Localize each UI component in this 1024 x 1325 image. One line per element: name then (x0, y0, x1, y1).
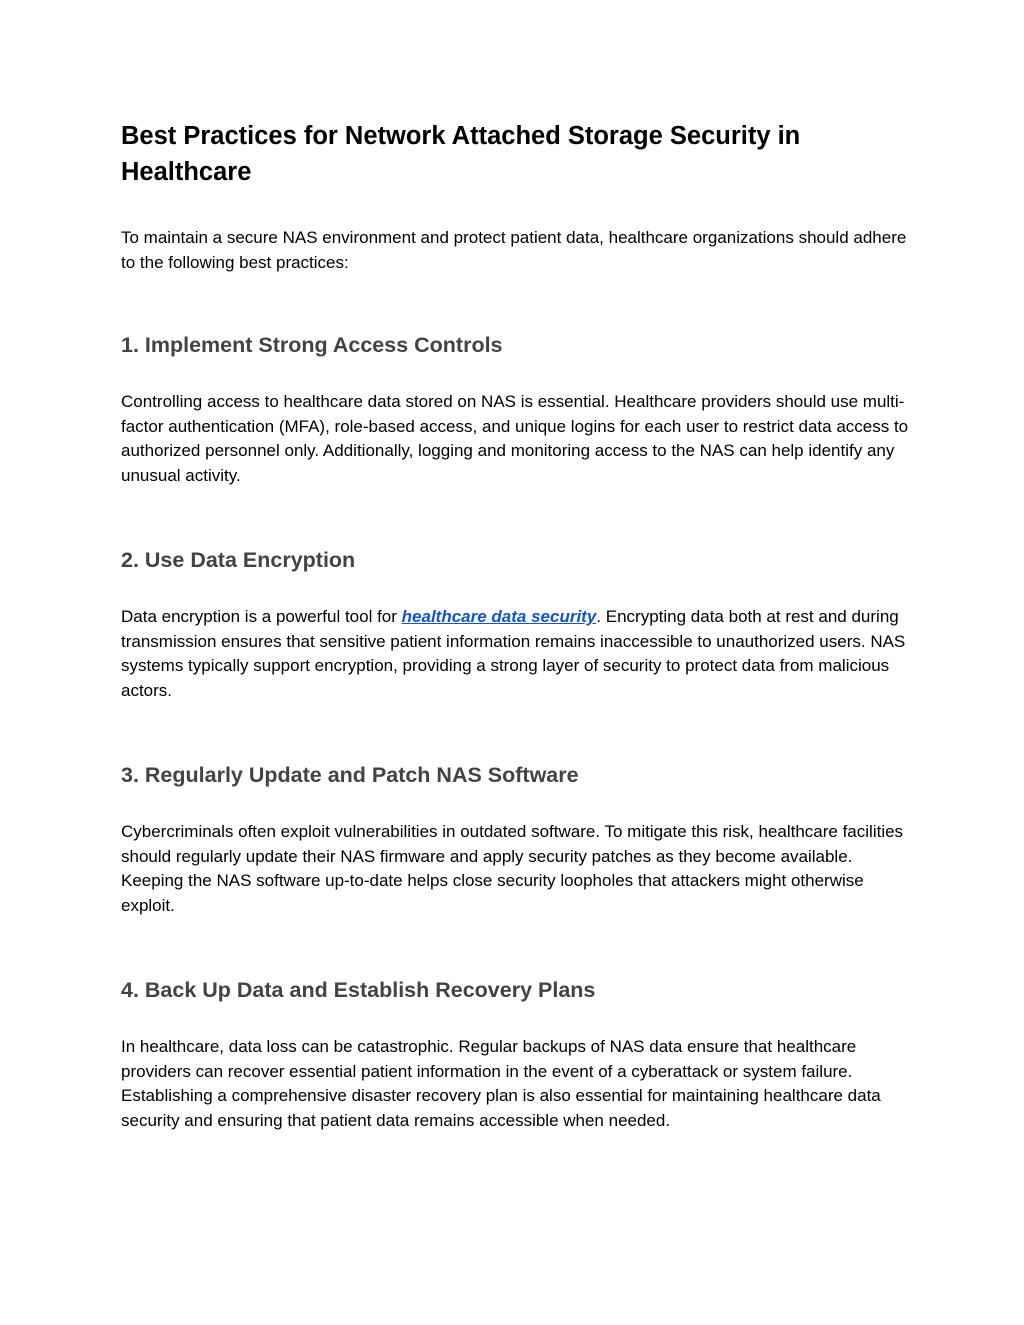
document-page (121, 118, 911, 1133)
healthcare-data-security-link[interactable]: healthcare data security (401, 607, 597, 626)
section-heading: 3. Regularly Update and Patch NAS Software (121, 763, 579, 787)
intro-paragraph: To maintain a secure NAS environment and protect patient data, healthcare organizations should adhere to the following best practices: (121, 228, 907, 272)
paragraph-text: Data encryption is a powerful tool for (121, 607, 402, 626)
paragraph-text: . Encrypting data both at rest and during transmission ensures that sensitive patient information remains inaccessible to unauthorized users. NAS systems typically support encryption, providing a strong layer of security to protect data from malicious actors. (121, 607, 906, 700)
section-access-controls (121, 330, 911, 488)
section-paragraph: Controlling access to healthcare data stored on NAS is essential. Healthcare providers should use multi-factor authentication (MFA), role-based access, and unique logins for each user to restrict data access to authorized personnel only. Additionally, logging and monitoring access to the NAS can help identify any unusual activity. (121, 392, 909, 485)
section-paragraph (121, 605, 911, 703)
section-heading: 4. Back Up Data and Establish Recovery Plans (121, 978, 596, 1002)
page-title: Best Practices for Network Attached Storage Security in Healthcare (121, 122, 801, 186)
section-update-patch (121, 760, 911, 918)
section-paragraph: Cybercriminals often exploit vulnerabilities in outdated software. To mitigate this risk, healthcare facilities should regularly update their NAS firmware and apply security patches as they become available. Keeping the NAS software up-to-date helps close security loopholes that attackers might otherwise exploit. (121, 822, 904, 915)
section-heading: 2. Use Data Encryption (121, 548, 356, 572)
section-paragraph: In healthcare, data loss can be catastrophic. Regular backups of NAS data ensure that healthcare providers can recover essential patient information in the event of a cyberattack or system failure. Establishing a comprehensive disaster recovery plan is also essential for maintaining healthcare data security and ensuring that patient data remains accessible when needed. (121, 1037, 881, 1130)
section-backup-recovery (121, 975, 911, 1133)
section-data-encryption (121, 545, 911, 703)
section-heading: 1. Implement Strong Access Controls (121, 333, 503, 357)
